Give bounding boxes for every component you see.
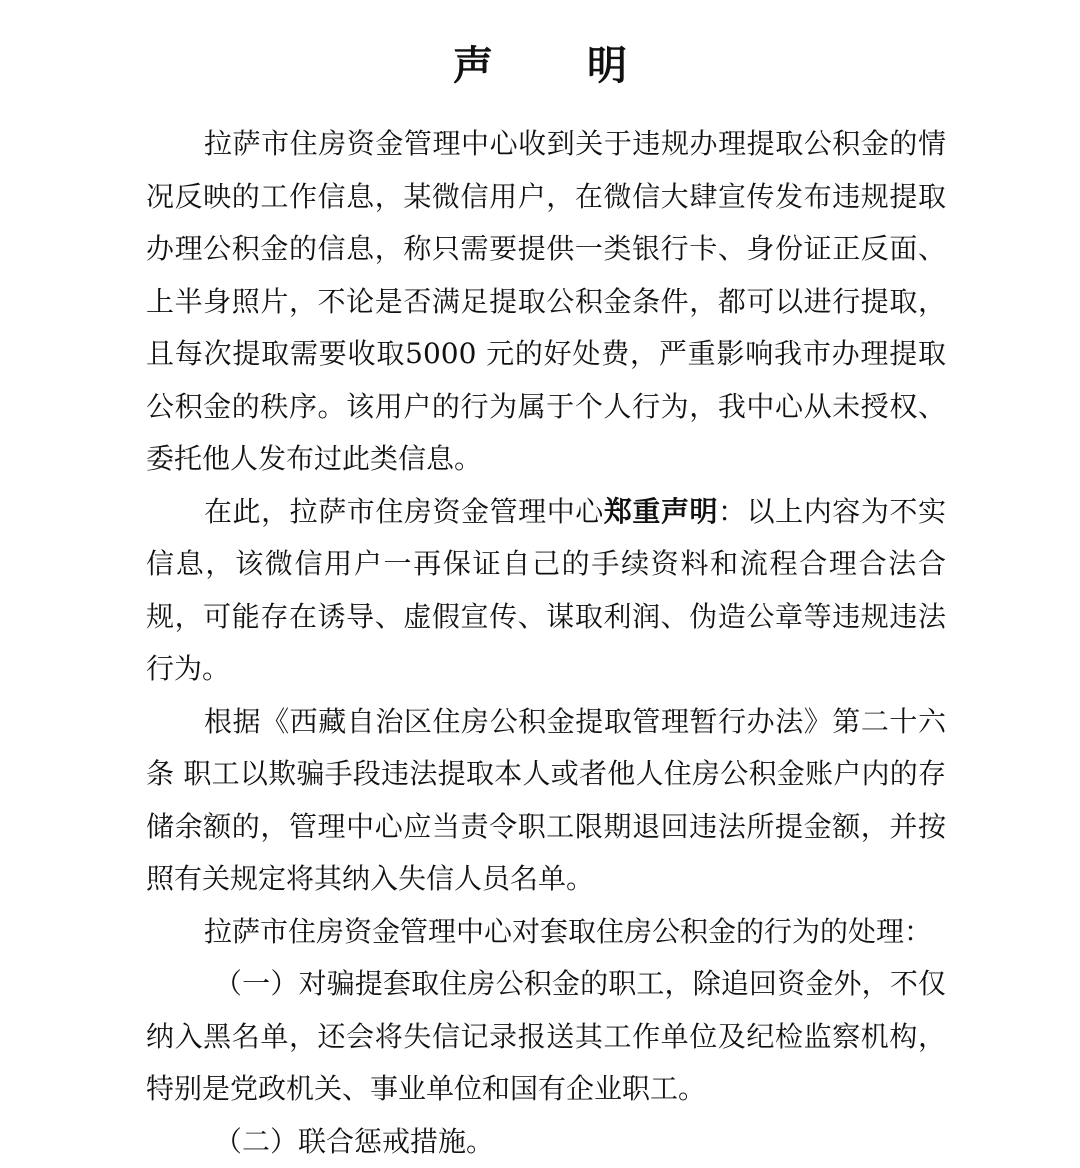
paragraph-item-two: （二）联合惩戒措施。 [146,1116,946,1168]
document-title: 声 明 [0,38,1080,94]
declaration-body-text: ：以上内容为不实信息，该微信用户一再保证自己的手续资料和流程合理合法合规，可能存在诱导、虚假宣传、谋取利润、伪造公章等违规违法行为。 [146,495,946,686]
paragraph-regulation: 根据《西藏自治区住房公积金提取管理暂行办法》第二十六条 职工以欺骗手段违法提取本人或者他人住房公积金账户内的存储余额的，管理中心应当责令职工限期退回违法所提金额，并按照有关规定将其纳入失信人员名单。 [146,696,946,906]
paragraph-item-one: （一）对骗提套取住房公积金的职工，除追回资金外，不仅纳入黑名单，还会将失信记录报送其工作单位及纪检监察机构，特别是党政机关、事业单位和国有企业职工。 [146,958,946,1116]
declaration-emphasis: 郑重声明 [604,495,718,528]
paragraph-report: 拉萨市住房资金管理中心收到关于违规办理提取公积金的情况反映的工作信息，某微信用户，在微信大肆宣传发布违规提取办理公积金的信息，称只需要提供一类银行卡、身份证正反面、上半身照片，不论是否满足提取公积金条件，都可以进行提取，且每次提取需要收取5000 元的好处费，严重影响我市办理提取公积金的秩序。该用户的行为属于个人行为，我中心从未授权、委托他人发布过此类信息。 [146,118,946,486]
document-body [146,118,946,1168]
declaration-lead-text: 在此，拉萨市住房资金管理中心 [204,495,604,528]
paragraph-handling-intro: 拉萨市住房资金管理中心对套取住房公积金的行为的处理： [146,906,946,959]
paragraph-declaration [146,486,946,696]
